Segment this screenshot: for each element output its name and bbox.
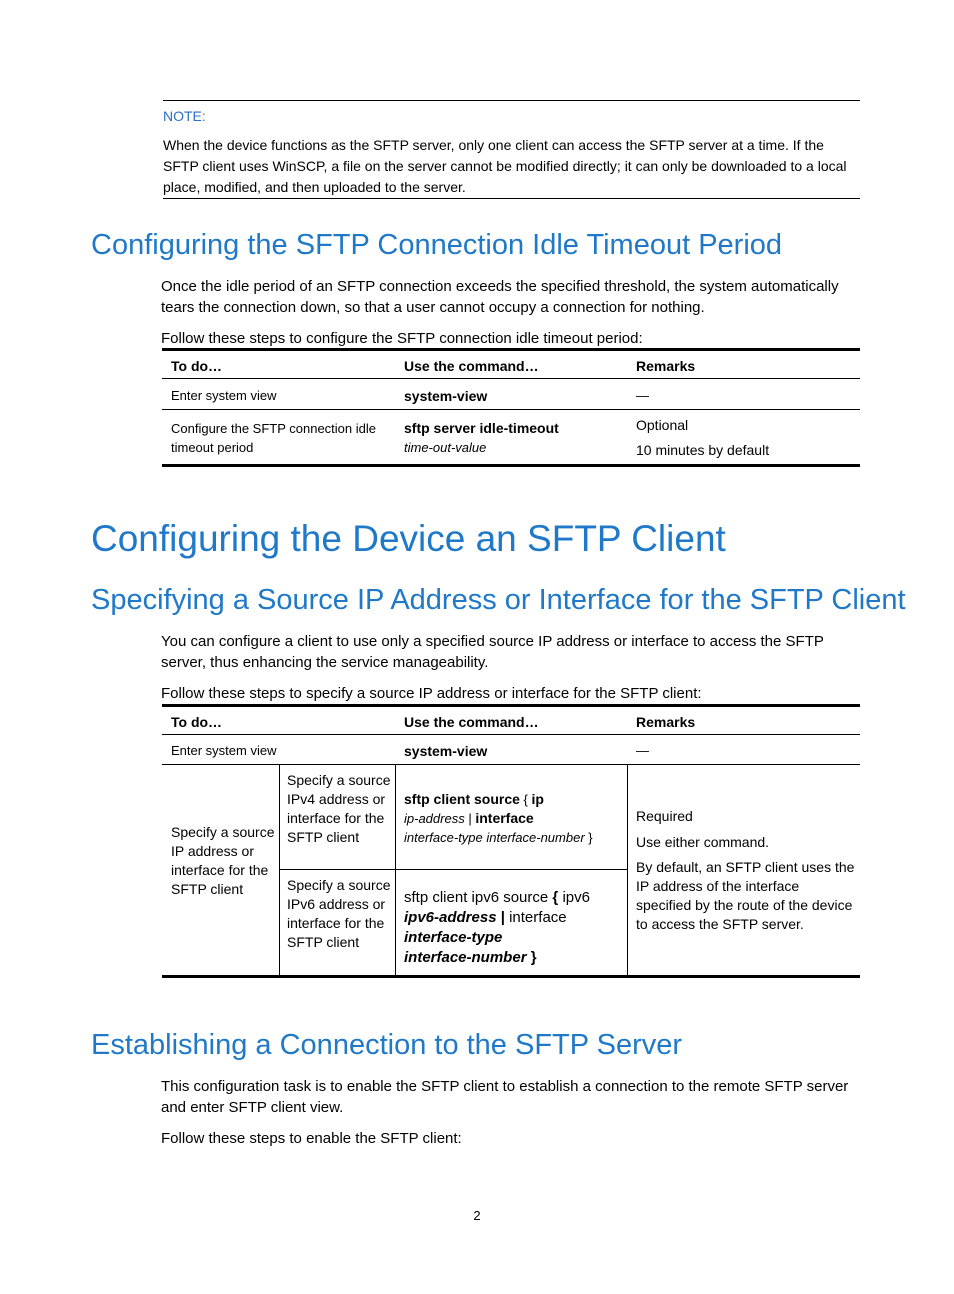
section2-paragraph: You can configure a client to use only a specified source IP address or interface to access the SFTP server, thus enhancing the service manageability.: [161, 633, 824, 671]
table-column-divider: [627, 765, 628, 978]
table-cell-remarks: —: [636, 388, 649, 403]
section1-intro: Follow these steps to configure the SFTP connection idle timeout period:: [161, 330, 643, 347]
command-keyword: ip: [531, 791, 544, 807]
table-cell-remarks: 10 minutes by default: [636, 442, 770, 458]
table-bottom-rule: [162, 975, 860, 978]
table-cell-remarks: —: [636, 743, 649, 758]
table-header-rule: [162, 378, 860, 379]
table-cell-command: [404, 888, 619, 968]
table-header-todo: To do…: [171, 714, 223, 730]
command-brace: {: [523, 792, 528, 807]
command-pipe: |: [500, 909, 505, 926]
page-number: 2: [473, 1208, 481, 1223]
table-cell-todo: Enter system view: [171, 388, 277, 403]
section-heading-idle-timeout: Configuring the SFTP Connection Idle Timeout Period: [91, 229, 783, 261]
command-pipe: |: [468, 811, 472, 826]
table-cell-remarks: Optional: [636, 417, 689, 433]
command-keyword: sftp client ipv6 source: [404, 889, 549, 906]
command-brace: }: [530, 949, 537, 966]
command-brace: {: [552, 889, 559, 906]
command-brace: }: [588, 830, 593, 845]
table-bottom-rule: [162, 464, 860, 467]
table-row-rule: [162, 409, 860, 410]
table-column-divider: [395, 765, 396, 978]
table-subrow-rule: [280, 869, 627, 870]
note-text: When the device functions as the SFTP server, only one client can access the SFTP server at a time. If the SFTP client uses WinSCP, a file on the server cannot be modified directly; it can only be downloaded to a local place, modified, and then uploaded to the server.: [163, 137, 847, 195]
table-column-divider: [279, 765, 280, 978]
section2-intro: Follow these steps to specify a source IP address or interface for the SFTP client:: [161, 685, 702, 702]
table-top-rule: [162, 348, 860, 351]
table-cell-remarks: By default, an SFTP client uses the IP address of the interface specified by the route of the device to access the SFTP server.: [636, 859, 855, 932]
table-cell-command: sftp server idle-timeout: [404, 420, 559, 436]
table-cell-remarks: Use either command.: [636, 834, 770, 850]
command-argument: interface-type interface-number: [404, 830, 585, 845]
table-row-rule: [162, 764, 860, 765]
command-keyword: interface: [509, 909, 567, 926]
command-keyword: interface: [475, 810, 534, 826]
note-top-rule: [163, 100, 860, 101]
section1-paragraph: Once the idle period of an SFTP connection exceeds the specified threshold, the system automatically tears the connection down, so that a user cannot occupy a connection for nothing.: [161, 278, 839, 316]
section-heading-establish-connection: Establishing a Connection to the SFTP Server: [91, 1029, 683, 1061]
note-label: NOTE:: [163, 108, 206, 124]
command-argument: interface-number: [404, 949, 527, 966]
table-cell-subtask: Specify a source IPv4 address or interface for the SFTP client: [287, 772, 391, 845]
command-argument: ipv6-address: [404, 909, 497, 926]
table-cell-subtask: Specify a source IPv6 address or interface for the SFTP client: [287, 877, 391, 950]
table-header-todo: To do…: [171, 358, 223, 374]
section3-paragraph: This configuration task is to enable the SFTP client to establish a connection to the remote SFTP server and enter SFTP client view.: [161, 1078, 849, 1116]
table-cell-command: system-view: [404, 388, 488, 404]
note-bottom-rule: [163, 198, 860, 199]
table-header-remarks: Remarks: [636, 358, 696, 374]
section3-intro: Follow these steps to enable the SFTP client:: [161, 1130, 462, 1147]
chapter-heading: Configuring the Device an SFTP Client: [91, 518, 726, 559]
command-argument: ip-address: [404, 811, 465, 826]
table-cell-todo: Configure the SFTP connection idle timeout period: [171, 421, 376, 455]
table-top-rule: [162, 704, 860, 707]
table-cell-group-label: Specify a source IP address or interface for the SFTP client: [171, 824, 275, 897]
table-cell-command-arg: time-out-value: [404, 440, 487, 455]
table-cell-command: [404, 790, 619, 847]
table-header-command: Use the command…: [404, 358, 539, 374]
table-header-command: Use the command…: [404, 714, 539, 730]
table-cell-todo: Enter system view: [171, 743, 277, 758]
table-header-remarks: Remarks: [636, 714, 696, 730]
command-argument: interface-type: [404, 929, 503, 946]
section-heading-source-ip: Specifying a Source IP Address or Interface for the SFTP Client: [91, 584, 906, 616]
table-cell-remarks: Required: [636, 808, 693, 824]
command-keyword: sftp client source: [404, 791, 520, 807]
command-keyword: ipv6: [562, 889, 590, 906]
table-cell-command: system-view: [404, 743, 488, 759]
table-header-rule: [162, 734, 860, 735]
